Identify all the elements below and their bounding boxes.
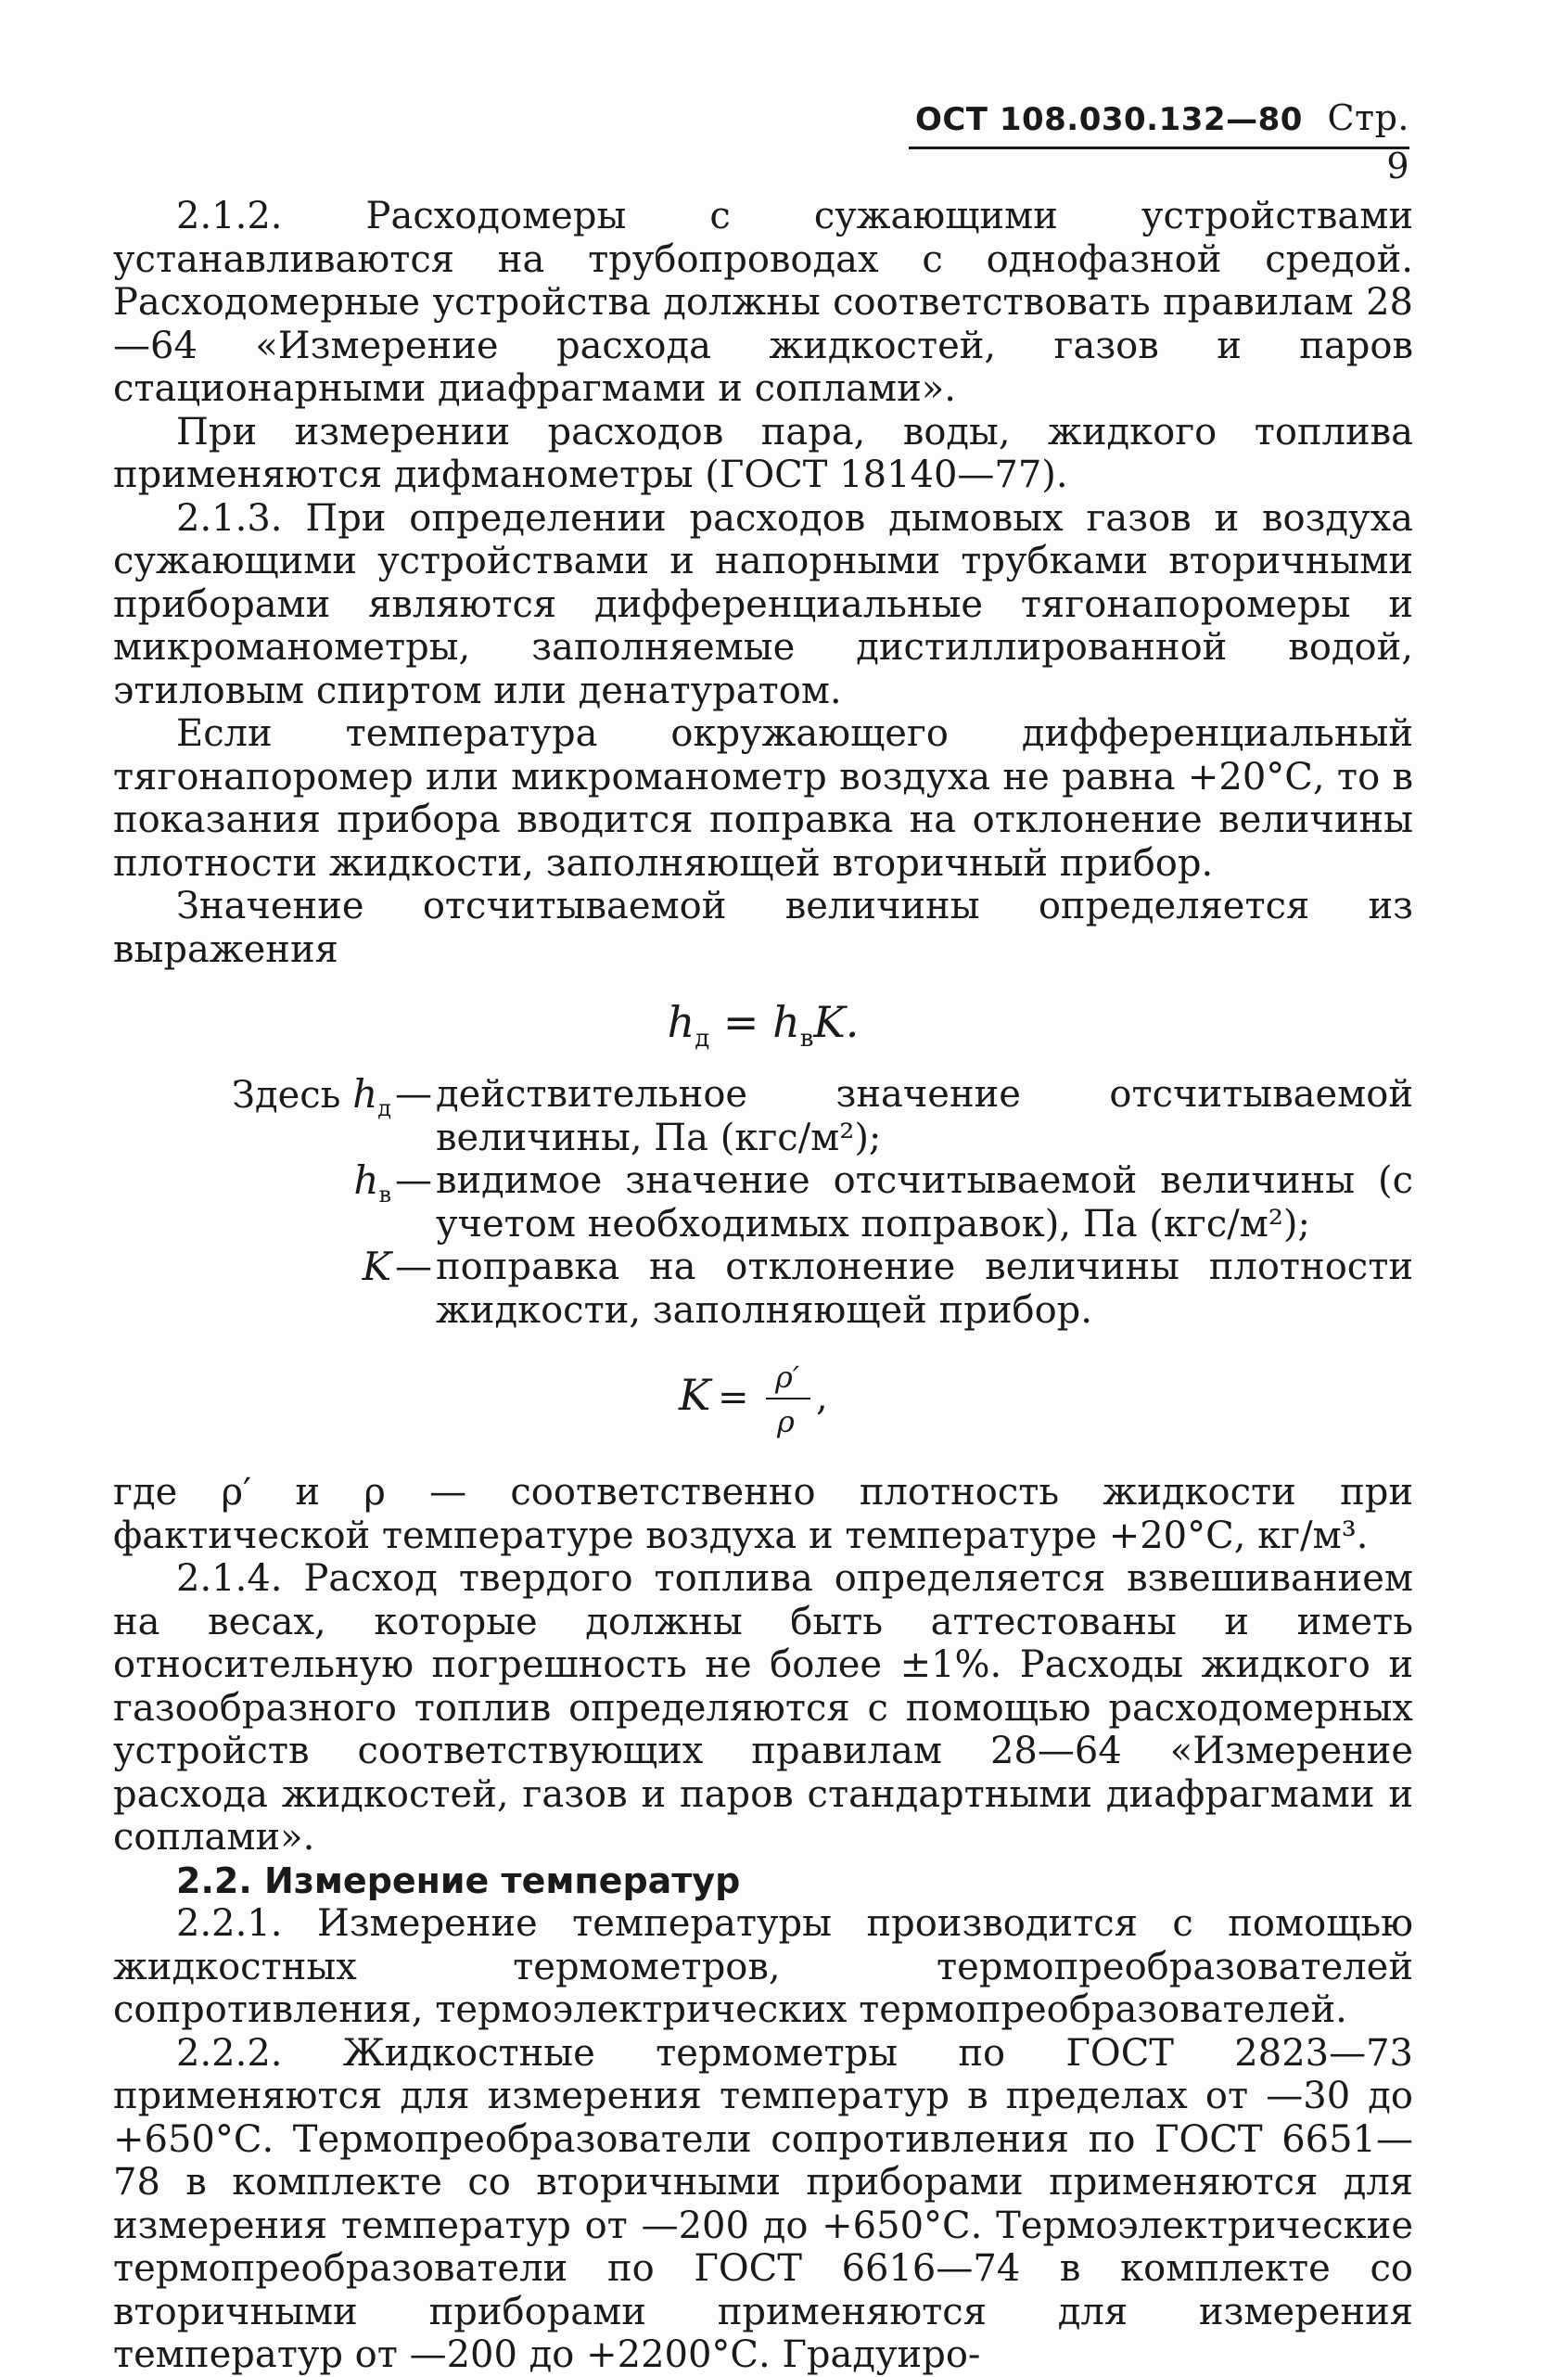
paragraph-2-1-4: 2.1.4. Расход твердого топлива определяется взвешиванием на весах, которые должны быть аттестованы и иметь относительную погрешность не более ±1%. Расходы жидкого и газообразного топлив определяются с помощью расходомерных устройств соответствующих правилам 28—64 «Измерение расхода жидкостей, газов и паров стандартными диафрагмами и соплами». [113,1557,1413,1859]
formula-lhs: h [667,997,695,1047]
symbol-sub: д [377,1095,391,1121]
standard-code: ОСТ 108.030.132—80 [914,101,1303,138]
paragraph-2-1-2: 2.1.2. Расходомеры с сужающими устройствами устанавливаются на трубопроводах с однофазной средой. Расходомерные устройства должны соответствовать правилам 28—64 «Измерение расхода жидкостей, газов и паров стационарными диафрагмами и соплами». [113,195,1413,410]
page-number: Стр. 9 [1327,97,1409,186]
formula-k-denominator: ρ [777,1404,795,1439]
symbol-k: K [362,1244,391,1289]
symbol-h: h [353,1157,379,1203]
symbol-definitions [113,1073,1413,1332]
formula-k-svg [113,1339,1413,1450]
formula-k-numerator: ρ′ [775,1360,800,1395]
paragraph-2-1-3-b: Если температура окружающего дифференциальный тягонапоромер или микроманометр воздуха не равна +20°С, то в показания прибора вводится поправка на отклонение величины плотности жидкости, заполняющей вторичный прибор. [113,712,1413,885]
paragraph-2-1-2-b: При измерении расходов пара, воды, жидкого топлива применяются дифманометры (ГОСТ 18140—77). [113,410,1413,496]
symbol-h: h [352,1071,378,1117]
paragraph-2-1-3-c: Значение отсчитываемой величины определяется из выражения [113,885,1413,971]
formula-k [113,1339,1413,1450]
formula-k-eq: = [718,1376,749,1419]
formula-rhs: h [772,997,800,1047]
dash: — [395,1073,432,1116]
dash: — [395,1246,432,1288]
definition-text: действительное значение отсчитываемой величины, Па (кгс/м²); [436,1073,1413,1159]
paragraph-2-1-3: 2.1.3. При определении расходов дымовых газов и воздуха сужающими устройствами и напорными трубками вторичными приборами являются дифференциальные тягонапоромеры и микроманометры, заполняемые дистиллированной водой, этиловым спиртом или денатуратом. [113,496,1413,712]
dash: — [395,1159,432,1202]
page-header [909,95,1409,186]
definition-intro: Здесь [232,1074,341,1117]
formula-k-lhs: K [679,1370,711,1420]
formula-k-tail: , [816,1376,828,1419]
definition-k [113,1246,1413,1332]
definition-h-d [113,1073,1413,1159]
definition-symbol [113,1159,391,1217]
formula-rhs-tail: K. [813,997,860,1047]
formula-eq: = [709,997,773,1047]
section-heading-2-2: 2.2. Измерение температур [176,1859,741,1901]
formula-lhs-sub: д [695,1025,710,1054]
paragraph-where: где ρ′ и ρ — соответственно плотность жидкости при фактической температуре воздуха и температуре +20°С, кг/м³. [113,1471,1413,1557]
formula-h-d [113,990,1413,1054]
paragraph-2-2-2: 2.2.2. Жидкостные термометры по ГОСТ 2823—73 применяются для измерения температур в пределах от —30 до +650°С. Термопреобразователи сопротивления по ГОСТ 6651—78 в комплекте со вторичными приборами применяются для измерения температур от —200 до +650°С. Термоэлектрические термопреобразователи по ГОСТ 6616—74 в комплекте со вторичными приборами применяются для измерения температур от —200 до +2200°С. Градуиро- [113,2031,1413,2376]
paragraph-2-2-1: 2.2.1. Измерение температуры производится с помощью жидкостных термометров, термопреобразователей сопротивления, термоэлектрических термопреобразователей. [113,1902,1413,2031]
symbol-sub: в [378,1182,391,1208]
definition-symbol [113,1246,391,1290]
definition-text: поправка на отклонение величины плотности жидкости, заполняющей прибор. [436,1246,1413,1332]
definition-h-v [113,1159,1413,1246]
body-text [113,195,1413,2377]
formula-rhs-sub: в [799,1025,814,1054]
definition-symbol [113,1073,391,1131]
definition-text: видимое значение отсчитываемой величины (с учетом необходимых поправок), Па (кгс/м²); [436,1159,1413,1246]
